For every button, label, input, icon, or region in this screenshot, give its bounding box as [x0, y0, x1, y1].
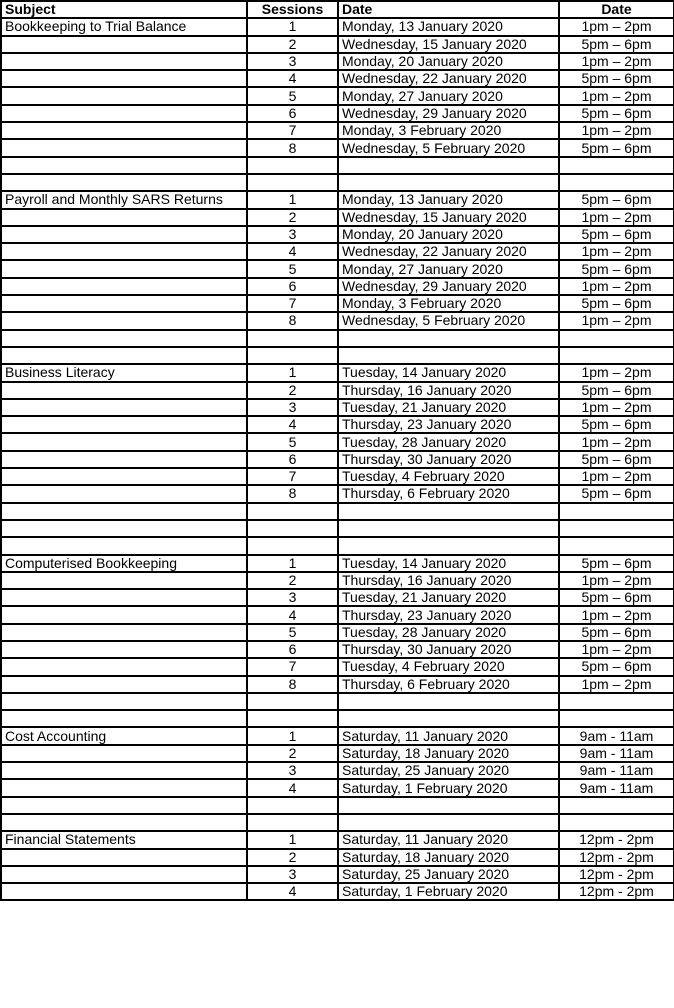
session-cell: 2 — [247, 36, 338, 53]
table-row — [1, 814, 674, 831]
subject-cell — [1, 814, 247, 831]
time-cell: 1pm – 2pm — [559, 87, 674, 104]
date-cell: Monday, 13 January 2020 — [338, 18, 559, 35]
subject-cell — [1, 347, 247, 364]
session-cell: 6 — [247, 278, 338, 295]
date-cell: Thursday, 30 January 2020 — [338, 641, 559, 658]
session-cell: 2 — [247, 745, 338, 762]
table-row — [1, 468, 674, 485]
date-cell: Saturday, 18 January 2020 — [338, 745, 559, 762]
table-row — [1, 572, 674, 589]
subject-cell — [1, 433, 247, 450]
table-row — [1, 416, 674, 433]
time-cell: 5pm – 6pm — [559, 451, 674, 468]
session-cell: 5 — [247, 624, 338, 641]
table-row — [1, 174, 674, 191]
time-cell: 1pm – 2pm — [559, 399, 674, 416]
date-cell — [338, 520, 559, 537]
session-cell: 3 — [247, 866, 338, 883]
subject-cell — [1, 399, 247, 416]
session-cell: 1 — [247, 555, 338, 572]
header-row — [1, 1, 674, 18]
session-cell: 4 — [247, 70, 338, 87]
table-row — [1, 226, 674, 243]
date-cell: Wednesday, 5 February 2020 — [338, 312, 559, 329]
time-cell: 1pm – 2pm — [559, 364, 674, 381]
date-cell: Thursday, 6 February 2020 — [338, 676, 559, 693]
session-cell — [247, 174, 338, 191]
session-cell — [247, 330, 338, 347]
subject-cell — [1, 589, 247, 606]
subject-cell — [1, 416, 247, 433]
time-cell: 5pm – 6pm — [559, 70, 674, 87]
subject-cell — [1, 658, 247, 675]
time-cell: 1pm – 2pm — [559, 572, 674, 589]
session-cell: 3 — [247, 53, 338, 70]
time-cell — [559, 503, 674, 520]
time-cell: 1pm – 2pm — [559, 676, 674, 693]
date-cell — [338, 797, 559, 814]
subject-cell — [1, 624, 247, 641]
time-cell: 1pm – 2pm — [559, 278, 674, 295]
time-cell — [559, 347, 674, 364]
session-cell: 4 — [247, 416, 338, 433]
session-cell: 4 — [247, 243, 338, 260]
session-cell — [247, 537, 338, 554]
table-row — [1, 866, 674, 883]
date-cell: Thursday, 16 January 2020 — [338, 572, 559, 589]
table-row — [1, 797, 674, 814]
session-cell: 3 — [247, 762, 338, 779]
time-cell: 12pm - 2pm — [559, 849, 674, 866]
subject-cell — [1, 295, 247, 312]
date-cell: Thursday, 16 January 2020 — [338, 382, 559, 399]
subject-cell: Payroll and Monthly SARS Returns — [1, 191, 247, 208]
time-cell: 9am - 11am — [559, 727, 674, 744]
session-cell: 2 — [247, 209, 338, 226]
time-cell: 5pm – 6pm — [559, 555, 674, 572]
session-cell — [247, 693, 338, 710]
date-cell — [338, 693, 559, 710]
table-row — [1, 260, 674, 277]
date-cell: Monday, 13 January 2020 — [338, 191, 559, 208]
date-cell — [338, 174, 559, 191]
table-row — [1, 883, 674, 900]
session-cell: 7 — [247, 658, 338, 675]
session-cell: 6 — [247, 451, 338, 468]
date-cell: Saturday, 25 January 2020 — [338, 762, 559, 779]
table-row — [1, 18, 674, 35]
subject-cell: Financial Statements — [1, 831, 247, 848]
date-cell: Saturday, 11 January 2020 — [338, 831, 559, 848]
time-cell: 9am - 11am — [559, 779, 674, 796]
subject-cell — [1, 520, 247, 537]
session-cell — [247, 520, 338, 537]
subject-cell: Bookkeeping to Trial Balance — [1, 18, 247, 35]
session-cell: 8 — [247, 676, 338, 693]
date-cell — [338, 537, 559, 554]
subject-cell — [1, 174, 247, 191]
session-cell — [247, 710, 338, 727]
subject-cell — [1, 53, 247, 70]
date-cell: Saturday, 11 January 2020 — [338, 727, 559, 744]
date-cell: Saturday, 1 February 2020 — [338, 779, 559, 796]
date-cell: Wednesday, 22 January 2020 — [338, 70, 559, 87]
subject-cell — [1, 330, 247, 347]
table-row — [1, 831, 674, 848]
session-cell: 1 — [247, 727, 338, 744]
table-row — [1, 503, 674, 520]
session-cell: 5 — [247, 260, 338, 277]
subject-cell — [1, 243, 247, 260]
time-cell: 1pm – 2pm — [559, 209, 674, 226]
time-cell: 5pm – 6pm — [559, 295, 674, 312]
time-cell: 12pm - 2pm — [559, 866, 674, 883]
subject-cell — [1, 87, 247, 104]
time-cell — [559, 157, 674, 174]
time-cell: 1pm – 2pm — [559, 312, 674, 329]
time-cell: 1pm – 2pm — [559, 606, 674, 623]
table-row — [1, 157, 674, 174]
table-row — [1, 710, 674, 727]
date-cell: Monday, 27 January 2020 — [338, 87, 559, 104]
date-cell: Wednesday, 29 January 2020 — [338, 105, 559, 122]
session-cell: 1 — [247, 191, 338, 208]
table-row — [1, 364, 674, 381]
header-subject: Subject — [1, 1, 247, 18]
table-row — [1, 658, 674, 675]
table-row — [1, 191, 674, 208]
subject-cell — [1, 762, 247, 779]
session-cell: 3 — [247, 226, 338, 243]
subject-cell — [1, 676, 247, 693]
subject-cell — [1, 157, 247, 174]
time-cell: 5pm – 6pm — [559, 139, 674, 156]
table-row — [1, 70, 674, 87]
session-cell: 1 — [247, 831, 338, 848]
date-cell: Wednesday, 15 January 2020 — [338, 36, 559, 53]
time-cell: 5pm – 6pm — [559, 382, 674, 399]
subject-cell — [1, 883, 247, 900]
date-cell: Saturday, 25 January 2020 — [338, 866, 559, 883]
subject-cell — [1, 70, 247, 87]
table-row — [1, 520, 674, 537]
date-cell — [338, 157, 559, 174]
date-cell: Tuesday, 14 January 2020 — [338, 364, 559, 381]
session-cell — [247, 157, 338, 174]
subject-cell — [1, 105, 247, 122]
session-cell: 2 — [247, 849, 338, 866]
session-cell: 8 — [247, 139, 338, 156]
date-cell: Thursday, 23 January 2020 — [338, 606, 559, 623]
session-cell — [247, 797, 338, 814]
table-row — [1, 382, 674, 399]
table-row — [1, 53, 674, 70]
table-row — [1, 762, 674, 779]
subject-cell — [1, 468, 247, 485]
subject-cell: Cost Accounting — [1, 727, 247, 744]
table-row — [1, 779, 674, 796]
date-cell: Tuesday, 21 January 2020 — [338, 589, 559, 606]
time-cell: 5pm – 6pm — [559, 260, 674, 277]
subject-cell — [1, 693, 247, 710]
date-cell: Thursday, 6 February 2020 — [338, 485, 559, 502]
session-cell: 1 — [247, 364, 338, 381]
table-row — [1, 36, 674, 53]
session-cell: 7 — [247, 468, 338, 485]
session-cell: 7 — [247, 122, 338, 139]
time-cell: 5pm – 6pm — [559, 416, 674, 433]
subject-cell — [1, 382, 247, 399]
session-cell: 2 — [247, 382, 338, 399]
table-row — [1, 745, 674, 762]
date-cell — [338, 710, 559, 727]
subject-cell — [1, 537, 247, 554]
date-cell: Tuesday, 28 January 2020 — [338, 624, 559, 641]
time-cell — [559, 693, 674, 710]
table-row — [1, 87, 674, 104]
date-cell — [338, 330, 559, 347]
date-cell: Thursday, 30 January 2020 — [338, 451, 559, 468]
date-cell: Saturday, 1 February 2020 — [338, 883, 559, 900]
date-cell: Tuesday, 28 January 2020 — [338, 433, 559, 450]
table-row — [1, 105, 674, 122]
date-cell: Saturday, 18 January 2020 — [338, 849, 559, 866]
table-row — [1, 122, 674, 139]
time-cell: 5pm – 6pm — [559, 485, 674, 502]
date-cell — [338, 347, 559, 364]
subject-cell — [1, 606, 247, 623]
date-cell: Wednesday, 29 January 2020 — [338, 278, 559, 295]
schedule-body — [1, 18, 674, 900]
table-row — [1, 399, 674, 416]
table-row — [1, 295, 674, 312]
session-cell: 7 — [247, 295, 338, 312]
time-cell: 9am - 11am — [559, 762, 674, 779]
date-cell: Wednesday, 22 January 2020 — [338, 243, 559, 260]
time-cell: 5pm – 6pm — [559, 589, 674, 606]
table-row — [1, 433, 674, 450]
table-row — [1, 641, 674, 658]
table-row — [1, 451, 674, 468]
table-row — [1, 555, 674, 572]
session-cell: 4 — [247, 883, 338, 900]
subject-cell — [1, 451, 247, 468]
date-cell: Thursday, 23 January 2020 — [338, 416, 559, 433]
subject-cell — [1, 312, 247, 329]
subject-cell — [1, 226, 247, 243]
subject-cell — [1, 745, 247, 762]
time-cell — [559, 797, 674, 814]
time-cell: 1pm – 2pm — [559, 122, 674, 139]
date-cell: Tuesday, 4 February 2020 — [338, 468, 559, 485]
date-cell: Tuesday, 21 January 2020 — [338, 399, 559, 416]
time-cell: 5pm – 6pm — [559, 191, 674, 208]
session-cell: 2 — [247, 572, 338, 589]
subject-cell — [1, 209, 247, 226]
time-cell: 1pm – 2pm — [559, 243, 674, 260]
table-row — [1, 278, 674, 295]
subject-cell — [1, 797, 247, 814]
date-cell: Monday, 3 February 2020 — [338, 122, 559, 139]
time-cell: 12pm - 2pm — [559, 831, 674, 848]
date-cell: Wednesday, 5 February 2020 — [338, 139, 559, 156]
table-row — [1, 676, 674, 693]
subject-cell — [1, 139, 247, 156]
time-cell: 9am - 11am — [559, 745, 674, 762]
time-cell: 1pm – 2pm — [559, 468, 674, 485]
date-cell: Monday, 3 February 2020 — [338, 295, 559, 312]
table-row — [1, 537, 674, 554]
session-cell: 6 — [247, 105, 338, 122]
table-row — [1, 330, 674, 347]
session-cell: 8 — [247, 312, 338, 329]
date-cell: Monday, 27 January 2020 — [338, 260, 559, 277]
subject-cell — [1, 485, 247, 502]
date-cell — [338, 814, 559, 831]
header-time: Date — [559, 1, 674, 18]
session-cell: 4 — [247, 606, 338, 623]
subject-cell — [1, 779, 247, 796]
date-cell — [338, 503, 559, 520]
time-cell: 12pm - 2pm — [559, 883, 674, 900]
subject-cell — [1, 710, 247, 727]
time-cell — [559, 174, 674, 191]
table-row — [1, 849, 674, 866]
time-cell — [559, 710, 674, 727]
table-row — [1, 727, 674, 744]
subject-cell: Business Literacy — [1, 364, 247, 381]
date-cell: Monday, 20 January 2020 — [338, 53, 559, 70]
time-cell: 1pm – 2pm — [559, 53, 674, 70]
date-cell: Tuesday, 4 February 2020 — [338, 658, 559, 675]
time-cell: 1pm – 2pm — [559, 641, 674, 658]
session-cell — [247, 814, 338, 831]
subject-cell — [1, 849, 247, 866]
session-cell: 1 — [247, 18, 338, 35]
session-cell: 5 — [247, 433, 338, 450]
time-cell: 5pm – 6pm — [559, 105, 674, 122]
time-cell — [559, 537, 674, 554]
table-row — [1, 624, 674, 641]
time-cell: 5pm – 6pm — [559, 624, 674, 641]
table-row — [1, 606, 674, 623]
table-row — [1, 589, 674, 606]
session-cell: 6 — [247, 641, 338, 658]
session-cell — [247, 347, 338, 364]
table-row — [1, 312, 674, 329]
date-cell: Monday, 20 January 2020 — [338, 226, 559, 243]
subject-cell — [1, 866, 247, 883]
header-sessions: Sessions — [247, 1, 338, 18]
subject-cell — [1, 572, 247, 589]
time-cell: 1pm – 2pm — [559, 18, 674, 35]
time-cell — [559, 520, 674, 537]
subject-cell — [1, 122, 247, 139]
subject-cell — [1, 503, 247, 520]
subject-cell — [1, 278, 247, 295]
time-cell: 5pm – 6pm — [559, 36, 674, 53]
table-row — [1, 485, 674, 502]
subject-cell — [1, 260, 247, 277]
time-cell — [559, 330, 674, 347]
time-cell — [559, 814, 674, 831]
session-cell: 5 — [247, 87, 338, 104]
session-cell: 4 — [247, 779, 338, 796]
session-cell — [247, 503, 338, 520]
subject-cell — [1, 36, 247, 53]
session-cell: 3 — [247, 399, 338, 416]
time-cell: 5pm – 6pm — [559, 226, 674, 243]
date-cell: Wednesday, 15 January 2020 — [338, 209, 559, 226]
table-row — [1, 243, 674, 260]
subject-cell: Computerised Bookkeeping — [1, 555, 247, 572]
time-cell: 5pm – 6pm — [559, 658, 674, 675]
table-row — [1, 139, 674, 156]
time-cell: 1pm – 2pm — [559, 433, 674, 450]
table-row — [1, 693, 674, 710]
session-cell: 8 — [247, 485, 338, 502]
session-cell: 3 — [247, 589, 338, 606]
date-cell: Tuesday, 14 January 2020 — [338, 555, 559, 572]
table-row — [1, 347, 674, 364]
table-row — [1, 209, 674, 226]
header-date: Date — [338, 1, 559, 18]
subject-cell — [1, 641, 247, 658]
